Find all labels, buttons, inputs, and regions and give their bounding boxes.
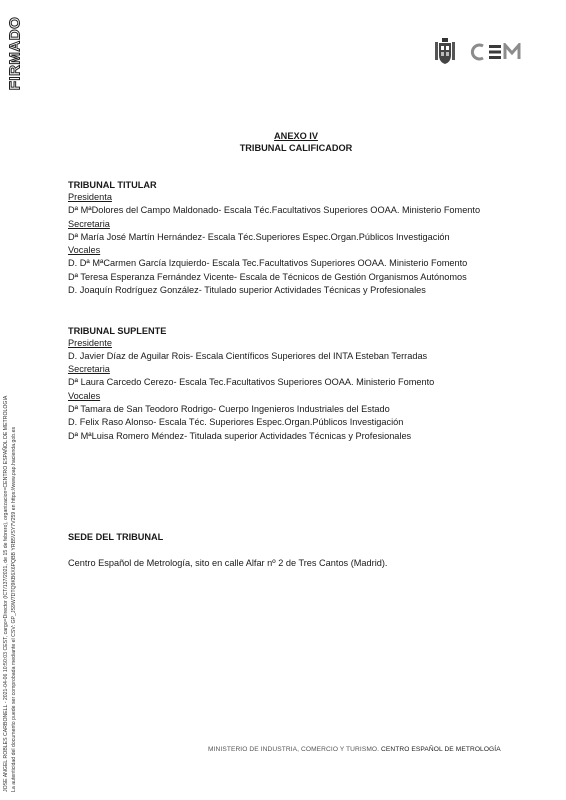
tribunal-titular-section <box>68 179 528 298</box>
member-line: D. Felix Raso Alonso- Escala Téc. Superiores Espec.Organ.Públicos Investigación <box>68 417 404 427</box>
role-label: Vocales <box>68 390 101 401</box>
section-heading: TRIBUNAL TITULAR <box>68 180 157 190</box>
member-line: Dª Tamara de San Teodoro Rodrigo- Cuerpo Ingenieros Industriales del Estado <box>68 403 390 414</box>
signature-strip-text <box>2 270 24 792</box>
role-label: Vocales <box>68 245 101 255</box>
annex-title: ANEXO IV <box>274 131 318 141</box>
role-label: Presidente <box>68 337 112 348</box>
member-line: Dª Teresa Esperanza Fernández Vicente- Escala de Técnicos de Gestión Organismos Autónomos <box>68 271 467 282</box>
csv-verification-line: La autenticidad del documento puede ser comprobada mediante el CSV: GP_JS9W7DTQ9KB6X6PQBB YRB5VSY7V259 en https://www.pap.hacienda.gob.es <box>11 426 17 792</box>
cem-logo <box>470 43 526 61</box>
member-line: Dª MªDolores del Campo Maldonado- Escala Téc.Facultativos Superiores OOAA. Ministerio Fomento <box>68 205 481 215</box>
signature-line: JOSE ANGEL ROBLES CARBONELL - 2021-04-06 10:50:03 CEST, cargo=Director (ICT/137/2021, de 15 de febrero), organizacion=CENTRO ESPAÑOL DE METROLOGIA <box>3 395 9 792</box>
firmado-text: FIRMADO <box>6 16 24 90</box>
role-label: Secretaria <box>68 364 110 374</box>
member-line: Dª Laura Carcedo Cerezo- Escala Tec.Facultativos Superiores OOAA. Ministerio Fomento <box>68 377 435 387</box>
firmado-stamp <box>6 8 24 98</box>
header-logos <box>434 38 526 66</box>
section-heading: SEDE DEL TRIBUNAL <box>68 532 164 542</box>
section-heading: TRIBUNAL SUPLENTE <box>68 325 167 336</box>
tribunal-title: TRIBUNAL CALIFICADOR <box>239 143 353 153</box>
member-line: D. Dª MªCarmen García Izquierdo- Escala Tec.Facultativos Superiores OOAA. Ministerio Fomento <box>68 258 468 268</box>
member-line: Dª MªLuisa Romero Méndez- Titulada superior Actividades Técnicas y Profesionales <box>68 430 412 441</box>
member-line: D. Javier Díaz de Aguilar Rois- Escala Científicos Superiores del INTA Esteban Terradas <box>68 350 428 361</box>
signature-strip <box>2 270 24 792</box>
page-footer <box>208 746 501 753</box>
sede-section <box>68 531 528 571</box>
tribunal-suplente-section <box>68 325 528 444</box>
coat-of-arms-icon <box>434 38 456 66</box>
footer-ministry: MINISTERIO DE INDUSTRIA, COMERCIO Y TURISMO. <box>208 746 380 753</box>
sede-address: Centro Español de Metrología, sito en calle Alfar nº 2 de Tres Cantos (Madrid). <box>68 558 388 568</box>
role-label: Presidenta <box>68 192 112 202</box>
document-body <box>68 130 528 571</box>
role-label: Secretaria <box>68 218 110 229</box>
member-line: D. Joaquín Rodríguez González- Titulado superior Actividades Técnicas y Profesionales <box>68 285 426 295</box>
member-line: Dª María José Martín Hernández- Escala Téc.Superiores Espec.Organ.Públicos Investigación <box>68 231 450 242</box>
footer-center: CENTRO ESPAÑOL DE METROLOGÍA <box>381 746 501 753</box>
